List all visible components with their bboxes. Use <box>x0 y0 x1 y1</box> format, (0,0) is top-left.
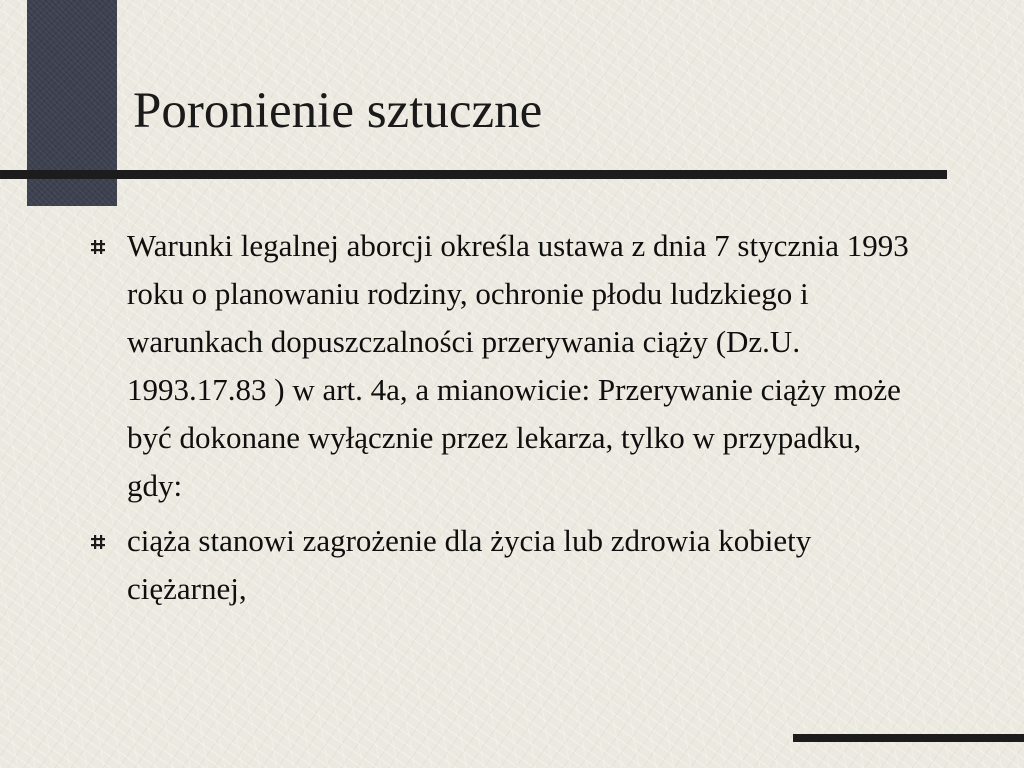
bullet-list <box>90 222 920 620</box>
slide-title: Poronienie sztuczne <box>133 83 543 139</box>
bullet-item <box>90 517 920 613</box>
bullet-item <box>90 222 920 510</box>
footer-divider <box>793 734 1024 742</box>
bullet-text: ciąża stanowi zagrożenie dla życia lub zdrowia kobiety ciężarnej, <box>127 523 812 606</box>
bullet-text: Warunki legalnej aborcji określa ustawa z dnia 7 stycznia 1993 roku o planowaniu rodziny, ochronie płodu ludzkiego i warunkach dopuszczalności przerywania ciąży (Dz.U. 1993.17.83 ) w art. 4a, a mianowicie: Przerywanie ciąży może być dokonane wyłącznie przez lekarza, tylko w przypadku, gdy: <box>127 228 909 503</box>
hash-bullet-icon <box>90 239 106 255</box>
title-divider <box>0 170 947 179</box>
hash-bullet-icon <box>90 534 106 550</box>
